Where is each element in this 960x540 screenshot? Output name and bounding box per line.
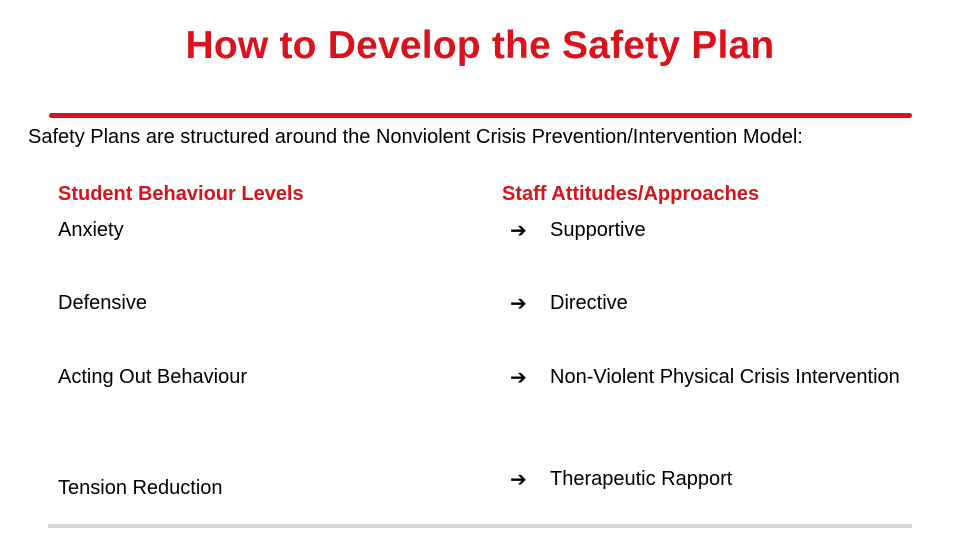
- approach-label: Supportive: [550, 219, 646, 241]
- approach-directive: [510, 289, 910, 318]
- right-arrow-icon: ➔: [510, 467, 527, 491]
- approach-physical-intervention: [510, 363, 910, 392]
- approach-supportive: [510, 216, 910, 245]
- level-anxiety: Anxiety: [58, 219, 124, 241]
- right-arrow-icon: ➔: [510, 218, 527, 242]
- level-acting-out: Acting Out Behaviour: [58, 366, 247, 388]
- staff-approaches-header: Staff Attitudes/Approaches: [502, 183, 760, 205]
- intro-text: Safety Plans are structured around the Nonviolent Crisis Prevention/Intervention Model:: [28, 126, 803, 148]
- approach-label: Therapeutic Rapport: [550, 468, 733, 490]
- approach-label: Non-Violent Physical Crisis Intervention: [550, 366, 900, 388]
- right-arrow-icon: ➔: [510, 365, 527, 389]
- right-arrow-icon: ➔: [510, 291, 527, 315]
- level-tension-reduction: Tension Reduction: [58, 477, 223, 499]
- slide-title: How to Develop the Safety Plan: [185, 24, 775, 67]
- title-underline: [49, 113, 912, 118]
- student-behaviour-header: Student Behaviour Levels: [58, 183, 304, 205]
- approach-label: Directive: [550, 292, 628, 314]
- level-defensive: Defensive: [58, 292, 147, 314]
- approach-therapeutic-rapport: [510, 465, 910, 494]
- bottom-divider: [48, 524, 912, 528]
